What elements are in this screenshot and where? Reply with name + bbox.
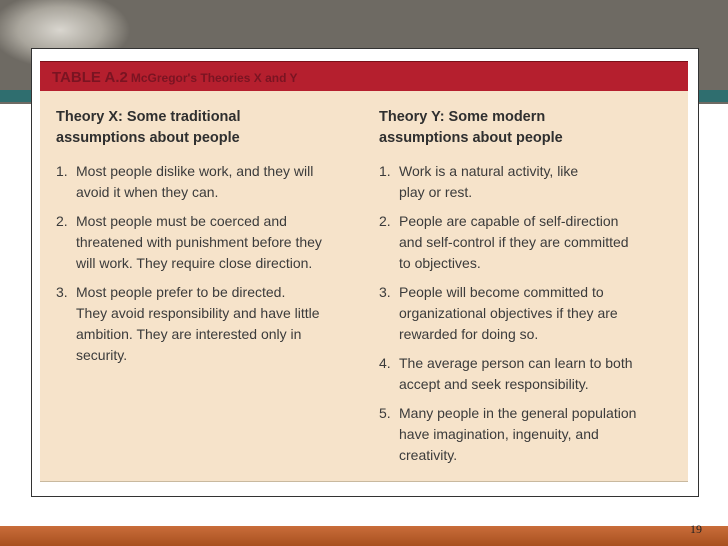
- item-line: Most people must be coerced and: [76, 213, 287, 229]
- table-body: [40, 91, 688, 482]
- item-line: play or rest.: [399, 184, 473, 200]
- list-item: [379, 211, 679, 274]
- theory-y-list: [379, 161, 679, 466]
- theory-x-heading-line: assumptions about people: [56, 130, 240, 146]
- item-number: 4.: [379, 355, 391, 371]
- item-line: accept and seek responsibility.: [399, 376, 589, 392]
- list-item: [56, 282, 356, 366]
- item-line: The average person can learn to both: [399, 355, 633, 371]
- theory-y-column: [379, 107, 679, 474]
- item-line: to objectives.: [399, 255, 481, 271]
- item-line: rewarded for doing so.: [399, 326, 539, 342]
- table-title-lead: TABLE A.2: [52, 69, 128, 86]
- item-line: will work. They require close direction.: [76, 255, 313, 271]
- theory-x-heading: [56, 107, 356, 149]
- theory-y-heading-line: assumptions about people: [379, 130, 563, 146]
- item-line: People are capable of self-direction: [399, 213, 619, 229]
- theory-x-column: [56, 107, 356, 374]
- list-item: [379, 403, 679, 466]
- table-title-rest: McGregor's Theories X and Y: [130, 71, 298, 85]
- list-item: [379, 161, 679, 203]
- item-line: threatened with punishment before they: [76, 234, 322, 250]
- item-number: 5.: [379, 405, 391, 421]
- theory-x-list: [56, 161, 356, 366]
- item-line: security.: [76, 347, 128, 363]
- theory-y-heading-line: Theory Y: Some modern: [379, 109, 546, 125]
- item-number: 2.: [379, 213, 391, 229]
- item-line: ambition. They are interested only in: [76, 326, 302, 342]
- theory-x-heading-line: Theory X: Some traditional: [56, 109, 241, 125]
- item-number: 3.: [379, 284, 391, 300]
- list-item: [379, 353, 679, 395]
- table-title: [52, 69, 298, 87]
- item-line: have imagination, ingenuity, and: [399, 426, 599, 442]
- page-number: 19: [690, 522, 702, 536]
- item-line: avoid it when they can.: [76, 184, 219, 200]
- item-number: 2.: [56, 213, 68, 229]
- item-line: creativity.: [399, 447, 458, 463]
- item-line: They avoid responsibility and have little: [76, 305, 320, 321]
- list-item: [379, 282, 679, 345]
- table-title-bar: [40, 61, 688, 93]
- item-line: Most people dislike work, and they will: [76, 163, 314, 179]
- list-item: [56, 211, 356, 274]
- item-line: People will become committed to: [399, 284, 604, 300]
- item-line: Most people prefer to be directed.: [76, 284, 286, 300]
- theory-y-heading: [379, 107, 679, 149]
- list-item: [56, 161, 356, 203]
- item-line: Many people in the general population: [399, 405, 637, 421]
- item-line: and self-control if they are committed: [399, 234, 629, 250]
- item-number: 3.: [56, 284, 68, 300]
- item-line: organizational objectives if they are: [399, 305, 618, 321]
- item-number: 1.: [56, 163, 68, 179]
- bottom-band: [0, 526, 728, 546]
- item-number: 1.: [379, 163, 391, 179]
- item-line: Work is a natural activity, like: [399, 163, 579, 179]
